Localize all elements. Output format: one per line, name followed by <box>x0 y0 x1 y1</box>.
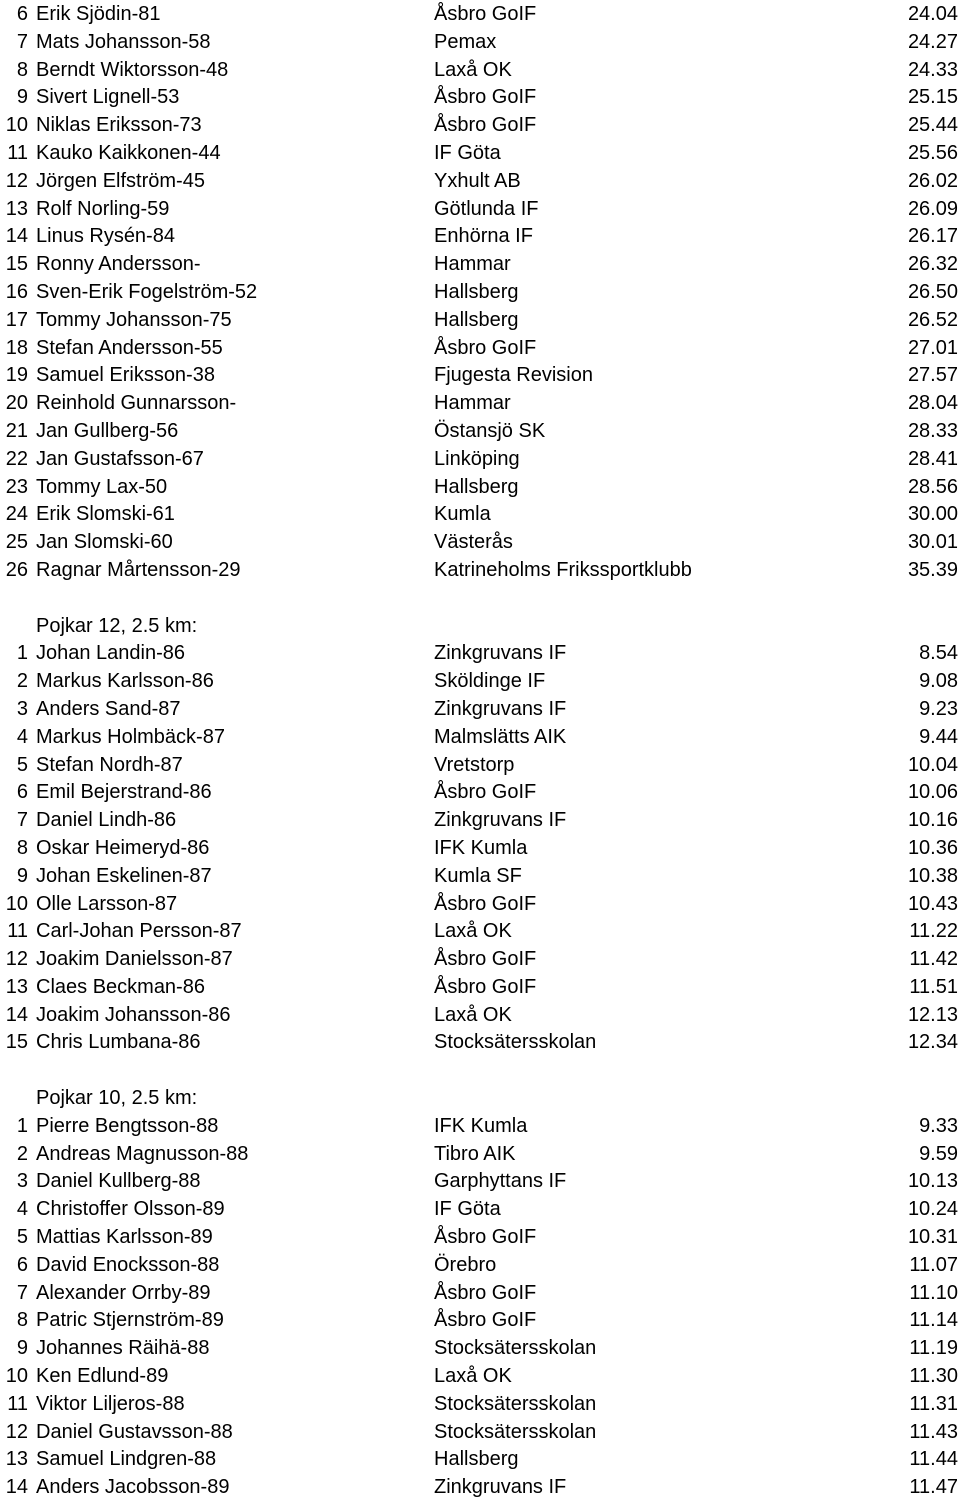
results-section <box>0 585 960 1058</box>
finish-time: 24.27 <box>907 30 958 53</box>
result-row <box>0 1 960 29</box>
placement: 1 <box>16 642 28 665</box>
finish-time: 28.04 <box>907 392 958 415</box>
club-name: Garphyttans IF <box>434 1170 567 1193</box>
runner-name: Mattias Karlsson-89 <box>36 1226 213 1249</box>
finish-time: 11.51 <box>909 975 958 998</box>
club-name: Pemax <box>434 30 497 53</box>
finish-time: 30.00 <box>907 503 958 526</box>
placement: 26 <box>5 558 28 581</box>
results-section <box>0 1057 960 1502</box>
result-row <box>0 752 960 780</box>
finish-time: 26.09 <box>907 197 958 220</box>
result-row <box>0 1168 960 1196</box>
club-name: Åsbro GoIF <box>434 336 537 359</box>
finish-time: 10.38 <box>907 864 958 887</box>
runner-name: Andreas Magnusson-88 <box>36 1142 249 1165</box>
placement: 6 <box>16 3 28 25</box>
runner-name: Daniel Lindh-86 <box>36 809 177 832</box>
placement: 11 <box>7 141 28 164</box>
club-name: Hallsberg <box>434 475 519 498</box>
placement: 2 <box>16 670 28 693</box>
result-row <box>0 335 960 363</box>
club-name: Zinkgruvans IF <box>434 809 567 832</box>
finish-time: 11.07 <box>909 1253 958 1276</box>
runner-name: Patric Stjernström-89 <box>36 1309 224 1332</box>
runner-name: Reinhold Gunnarsson- <box>36 392 237 415</box>
club-name: Enhörna IF <box>434 225 533 248</box>
result-row <box>0 1280 960 1308</box>
placement: 5 <box>16 753 28 776</box>
result-row <box>0 474 960 502</box>
runner-name: Tommy Johansson-75 <box>36 308 232 331</box>
runner-name: Markus Holmbäck-87 <box>36 725 225 748</box>
placement: 25 <box>5 531 28 554</box>
placement: 7 <box>16 30 28 53</box>
finish-time: 28.33 <box>907 419 958 442</box>
runner-name: Erik Slomski-61 <box>36 503 175 526</box>
club-name: Sköldinge IF <box>434 670 546 693</box>
placement: 12 <box>5 1420 28 1443</box>
runner-name: Stefan Andersson-55 <box>36 336 223 359</box>
runner-name: Daniel Kullberg-88 <box>36 1170 201 1193</box>
club-name: Zinkgruvans IF <box>434 1476 567 1499</box>
placement: 3 <box>16 697 28 720</box>
result-row <box>0 640 960 668</box>
club-name: Tibro AIK <box>434 1142 516 1165</box>
runner-name: Ragnar Mårtensson-29 <box>36 558 241 581</box>
result-row <box>0 140 960 168</box>
runner-name: Erik Sjödin-81 <box>36 3 161 25</box>
club-name: Zinkgruvans IF <box>434 642 567 665</box>
runner-name: Rolf Norling-59 <box>36 197 170 220</box>
finish-time: 11.14 <box>909 1309 958 1332</box>
club-name: Zinkgruvans IF <box>434 697 567 720</box>
runner-name: Anders Sand-87 <box>36 697 181 720</box>
finish-time: 27.01 <box>907 336 958 359</box>
section-spacer <box>0 1057 960 1085</box>
result-row <box>0 501 960 529</box>
finish-time: 10.13 <box>907 1170 958 1193</box>
finish-time: 28.56 <box>907 475 958 498</box>
runner-name: Kauko Kaikkonen-44 <box>36 141 221 164</box>
club-name: Laxå OK <box>434 58 512 81</box>
club-name: Hallsberg <box>434 280 519 303</box>
placement: 9 <box>16 864 28 887</box>
result-row <box>0 779 960 807</box>
finish-time: 24.04 <box>907 3 958 25</box>
runner-name: Viktor Liljeros-88 <box>36 1392 185 1415</box>
result-row <box>0 557 960 585</box>
runner-name: Jörgen Elfström-45 <box>36 169 205 192</box>
placement: 13 <box>5 197 28 220</box>
club-name: Katrineholms Frikssportklubb <box>434 558 692 581</box>
finish-time: 10.24 <box>907 1198 958 1221</box>
placement: 8 <box>16 58 28 81</box>
runner-name: Carl-Johan Persson-87 <box>36 920 242 943</box>
placement: 22 <box>5 447 28 470</box>
finish-time: 28.41 <box>907 447 958 470</box>
runner-name: Sivert Lignell-53 <box>36 86 180 109</box>
finish-time: 9.33 <box>919 1114 958 1137</box>
placement: 20 <box>5 392 28 415</box>
finish-time: 26.50 <box>907 280 958 303</box>
finish-time: 11.31 <box>909 1392 958 1415</box>
runner-name: Alexander Orrby-89 <box>36 1281 211 1304</box>
runner-name: Ronny Andersson- <box>36 253 201 276</box>
placement: 14 <box>5 225 28 248</box>
club-name: Hallsberg <box>434 1448 519 1471</box>
placement: 9 <box>16 86 28 109</box>
club-name: Åsbro GoIF <box>434 975 537 998</box>
result-row <box>0 1029 960 1057</box>
section-heading <box>0 1085 960 1113</box>
runner-name: David Enocksson-88 <box>36 1253 220 1276</box>
placement: 8 <box>16 836 28 859</box>
finish-time: 8.54 <box>919 642 958 665</box>
result-row <box>0 1335 960 1363</box>
club-name: Hammar <box>434 253 511 276</box>
finish-time: 25.44 <box>907 114 958 137</box>
runner-name: Berndt Wiktorsson-48 <box>36 58 229 81</box>
placement: 17 <box>5 308 28 331</box>
result-row <box>0 362 960 390</box>
finish-time: 24.33 <box>907 58 958 81</box>
result-row <box>0 668 960 696</box>
finish-time: 10.43 <box>907 892 958 915</box>
placement: 9 <box>16 1337 28 1360</box>
placement: 5 <box>16 1226 28 1249</box>
club-name: Hammar <box>434 392 511 415</box>
runner-name: Olle Larsson-87 <box>36 892 178 915</box>
runner-name: Sven-Erik Fogelström-52 <box>36 280 258 303</box>
result-row <box>0 446 960 474</box>
placement: 3 <box>16 1170 28 1193</box>
club-name: Malmslätts AIK <box>434 725 567 748</box>
runner-name: Joakim Johansson-86 <box>36 1003 231 1026</box>
placement: 15 <box>5 253 28 276</box>
club-name: Östansjö SK <box>434 419 546 442</box>
result-row <box>0 251 960 279</box>
placement: 12 <box>5 169 28 192</box>
placement: 19 <box>5 364 28 387</box>
section-heading-text: Pojkar 12, 2.5 km: <box>36 614 198 637</box>
runner-name: Anders Jacobsson-89 <box>36 1476 230 1499</box>
club-name: Stocksätersskolan <box>434 1420 597 1443</box>
runner-name: Mats Johansson-58 <box>36 30 211 53</box>
placement: 10 <box>5 892 28 915</box>
results-section <box>0 1 960 585</box>
result-row <box>0 1002 960 1030</box>
club-name: IFK Kumla <box>434 1114 528 1137</box>
result-row <box>0 168 960 196</box>
placement: 6 <box>16 781 28 804</box>
runner-name: Daniel Gustavsson-88 <box>36 1420 233 1443</box>
placement: 21 <box>5 419 28 442</box>
runner-name: Stefan Nordh-87 <box>36 753 183 776</box>
finish-time: 12.34 <box>907 1031 958 1054</box>
placement: 6 <box>16 1253 28 1276</box>
placement: 8 <box>16 1309 28 1332</box>
result-row <box>0 418 960 446</box>
result-row <box>0 1391 960 1419</box>
result-row <box>0 1419 960 1447</box>
club-name: Åsbro GoIF <box>434 114 537 137</box>
placement: 11 <box>7 920 28 943</box>
result-row <box>0 1363 960 1391</box>
result-row <box>0 29 960 57</box>
club-name: Laxå OK <box>434 1365 512 1388</box>
runner-name: Pierre Bengtsson-88 <box>36 1114 219 1137</box>
runner-name: Johannes Räihä-88 <box>36 1337 210 1360</box>
result-row <box>0 1196 960 1224</box>
section-heading-text: Pojkar 10, 2.5 km: <box>36 1087 198 1110</box>
runner-name: Linus Rysén-84 <box>36 225 175 248</box>
finish-time: 26.32 <box>907 253 958 276</box>
club-name: Vretstorp <box>434 753 515 776</box>
placement: 7 <box>16 809 28 832</box>
finish-time: 11.44 <box>909 1448 958 1471</box>
runner-name: Jan Slomski-60 <box>36 531 173 554</box>
placement: 10 <box>5 1365 28 1388</box>
runner-name: Markus Karlsson-86 <box>36 670 214 693</box>
finish-time: 11.42 <box>909 948 958 971</box>
finish-time: 10.06 <box>907 781 958 804</box>
club-name: Laxå OK <box>434 920 512 943</box>
finish-time: 30.01 <box>907 531 958 554</box>
club-name: IF Göta <box>434 141 501 164</box>
result-row <box>0 1224 960 1252</box>
result-row <box>0 1252 960 1280</box>
placement: 4 <box>16 1198 28 1221</box>
finish-time: 11.30 <box>909 1365 958 1388</box>
runner-name: Tommy Lax-50 <box>36 475 168 498</box>
result-row <box>0 891 960 919</box>
club-name: Åsbro GoIF <box>434 86 537 109</box>
runner-name: Emil Bejerstrand-86 <box>36 781 212 804</box>
finish-time: 10.31 <box>907 1226 958 1249</box>
runner-name: Joakim Danielsson-87 <box>36 948 233 971</box>
club-name: Stocksätersskolan <box>434 1031 597 1054</box>
finish-time: 11.19 <box>909 1337 958 1360</box>
result-row <box>0 279 960 307</box>
club-name: Hallsberg <box>434 308 519 331</box>
club-name: Åsbro GoIF <box>434 1309 537 1332</box>
club-name: Åsbro GoIF <box>434 781 537 804</box>
runner-name: Samuel Lindgren-88 <box>36 1448 217 1471</box>
placement: 12 <box>5 948 28 971</box>
club-name: Åsbro GoIF <box>434 1226 537 1249</box>
runner-name: Jan Gustafsson-67 <box>36 447 204 470</box>
runner-name: Johan Landin-86 <box>36 642 186 665</box>
placement: 18 <box>5 336 28 359</box>
result-row <box>0 57 960 85</box>
result-row <box>0 696 960 724</box>
placement: 15 <box>5 1031 28 1054</box>
section-heading <box>0 613 960 641</box>
finish-time: 25.15 <box>907 86 958 109</box>
result-row <box>0 835 960 863</box>
runner-name: Christoffer Olsson-89 <box>36 1198 225 1221</box>
finish-time: 27.57 <box>907 364 958 387</box>
runner-name: Oskar Heimeryd-86 <box>36 836 210 859</box>
result-row <box>0 529 960 557</box>
placement: 14 <box>5 1476 28 1499</box>
result-row <box>0 974 960 1002</box>
finish-time: 12.13 <box>907 1003 958 1026</box>
placement: 23 <box>5 475 28 498</box>
club-name: Linköping <box>434 447 520 470</box>
finish-time: 26.17 <box>907 225 958 248</box>
result-row <box>0 807 960 835</box>
result-row <box>0 1141 960 1169</box>
finish-time: 9.23 <box>919 697 958 720</box>
section-spacer <box>0 585 960 613</box>
finish-time: 25.56 <box>907 141 958 164</box>
result-row <box>0 307 960 335</box>
club-name: Kumla SF <box>434 864 522 887</box>
finish-time: 10.04 <box>907 753 958 776</box>
club-name: Stocksätersskolan <box>434 1337 597 1360</box>
placement: 13 <box>5 975 28 998</box>
finish-time: 9.59 <box>919 1142 958 1165</box>
club-name: Kumla <box>434 503 491 526</box>
finish-time: 26.02 <box>907 169 958 192</box>
club-name: Stocksätersskolan <box>434 1392 597 1415</box>
placement: 7 <box>16 1281 28 1304</box>
club-name: IFK Kumla <box>434 836 528 859</box>
result-row <box>0 223 960 251</box>
finish-time: 9.44 <box>919 725 958 748</box>
placement: 2 <box>16 1142 28 1165</box>
club-name: Yxhult AB <box>434 169 521 192</box>
result-row <box>0 1474 960 1502</box>
club-name: Götlunda IF <box>434 197 539 220</box>
runner-name: Jan Gullberg-56 <box>36 419 179 442</box>
club-name: Laxå OK <box>434 1003 512 1026</box>
finish-time: 9.08 <box>919 670 958 693</box>
result-row <box>0 946 960 974</box>
placement: 14 <box>5 1003 28 1026</box>
result-row <box>0 390 960 418</box>
club-name: Åsbro GoIF <box>434 948 537 971</box>
finish-time: 11.10 <box>909 1281 958 1304</box>
result-row <box>0 196 960 224</box>
finish-time: 11.22 <box>909 920 958 943</box>
result-row <box>0 112 960 140</box>
placement: 24 <box>5 503 28 526</box>
placement: 1 <box>16 1114 28 1137</box>
placement: 11 <box>7 1392 28 1415</box>
finish-time: 11.47 <box>909 1476 958 1499</box>
placement: 4 <box>16 725 28 748</box>
result-row <box>0 1446 960 1474</box>
result-row <box>0 84 960 112</box>
club-name: Åsbro GoIF <box>434 892 537 915</box>
club-name: Åsbro GoIF <box>434 1281 537 1304</box>
finish-time: 10.36 <box>907 836 958 859</box>
results-document <box>0 1 960 1502</box>
placement: 13 <box>5 1448 28 1471</box>
result-row <box>0 918 960 946</box>
finish-time: 11.43 <box>909 1420 958 1443</box>
finish-time: 10.16 <box>907 809 958 832</box>
result-row <box>0 1307 960 1335</box>
finish-time: 35.39 <box>907 558 958 581</box>
club-name: Örebro <box>434 1253 497 1276</box>
club-name: IF Göta <box>434 1198 501 1221</box>
club-name: Åsbro GoIF <box>434 3 537 25</box>
placement: 16 <box>5 280 28 303</box>
runner-name: Niklas Eriksson-73 <box>36 114 202 137</box>
runner-name: Samuel Eriksson-38 <box>36 364 215 387</box>
runner-name: Ken Edlund-89 <box>36 1365 169 1388</box>
result-row <box>0 863 960 891</box>
result-row <box>0 1113 960 1141</box>
club-name: Västerås <box>434 531 513 554</box>
finish-time: 26.52 <box>907 308 958 331</box>
result-row <box>0 724 960 752</box>
runner-name: Claes Beckman-86 <box>36 975 205 998</box>
runner-name: Chris Lumbana-86 <box>36 1031 201 1054</box>
club-name: Fjugesta Revision <box>434 364 593 387</box>
placement: 10 <box>5 114 28 137</box>
runner-name: Johan Eskelinen-87 <box>36 864 212 887</box>
